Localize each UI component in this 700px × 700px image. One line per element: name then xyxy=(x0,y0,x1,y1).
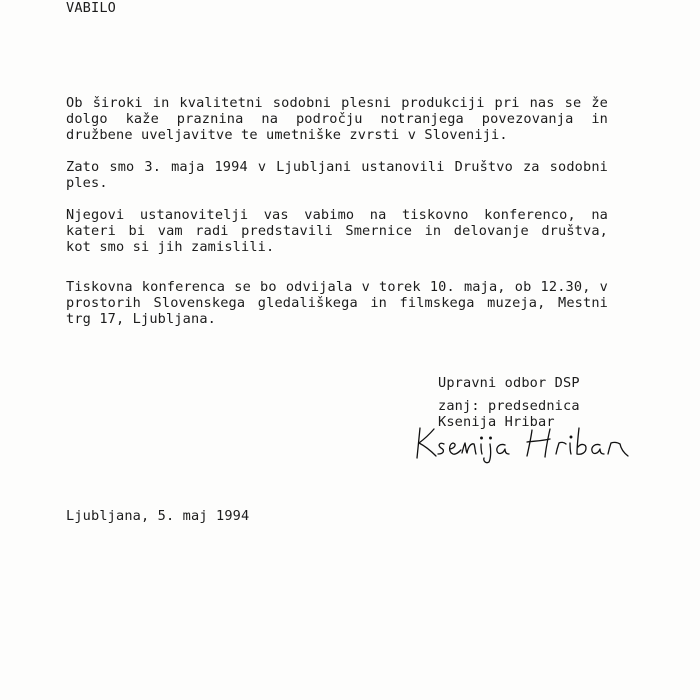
place-date: Ljubljana, 5. maj 1994 xyxy=(66,508,250,524)
closing-role: zanj: predsednica xyxy=(438,398,580,414)
paragraph-1-line-2: dolgo kaže praznina na področju notranjega povezovanja in xyxy=(66,111,608,127)
handwritten-signature xyxy=(414,420,634,464)
paragraph-2-line-1: Zato smo 3. maja 1994 v Ljubljani ustanovili Društvo za sodobni xyxy=(66,159,608,175)
paragraph-1-line-1: Ob široki in kvalitetni sodobni plesni produkciji pri nas se že xyxy=(66,95,608,111)
paragraph-2-line-2: ples. xyxy=(66,175,108,191)
paragraph-1-line-3: družbene uveljavitve te umetniške zvrsti v Sloveniji. xyxy=(66,127,508,143)
paragraph-4-line-2: prostorih Slovenskega gledališkega in filmskega muzeja, Mestni xyxy=(66,295,608,311)
paragraph-3-line-1: Njegovi ustanovitelji vas vabimo na tiskovno konferenco, na xyxy=(66,207,608,223)
paragraph-4-line-3: trg 17, Ljubljana. xyxy=(66,311,217,327)
document-title: VABILO xyxy=(66,0,117,16)
paragraph-4-line-1: Tiskovna konferenca se bo odvijala v torek 10. maja, ob 12.30, v xyxy=(66,279,608,295)
closing-name: Ksenija Hribar xyxy=(438,414,555,430)
closing-organization: Upravni odbor DSP xyxy=(438,375,580,391)
paragraph-3-line-3: kot smo si jih zamislili. xyxy=(66,239,275,255)
paragraph-3-line-2: kateri bi vam radi predstavili Smernice in delovanje društva, xyxy=(66,223,608,239)
